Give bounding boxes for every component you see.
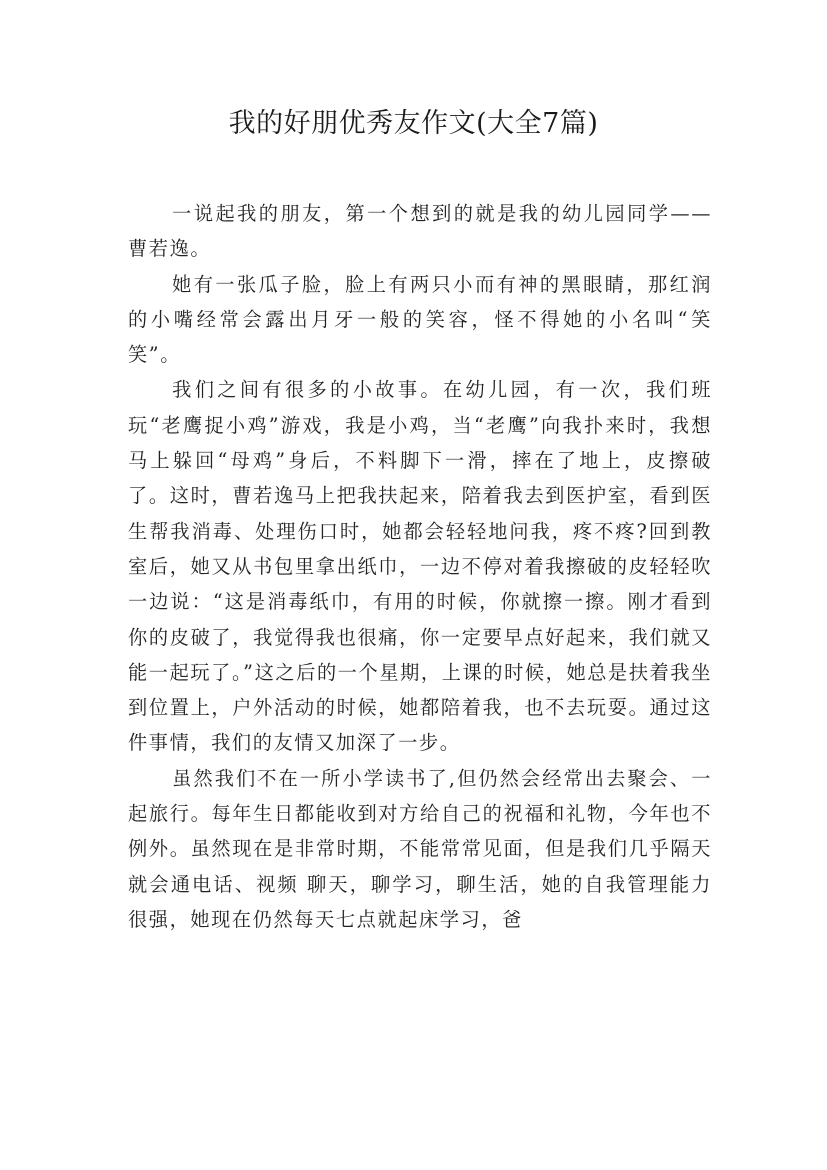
paragraph-3: 我们之间有很多的小故事。在幼儿园，有一次，我们班玩“老鹰捉小鸡”游戏，我是小鸡，当“老鹰”向我扑来时，我想马上躲回“母鸡”身后，不料脚下一滑，摔在了地上，皮擦破了。这时，曹若逸马上把我扶起来，陪着我去到医护室，看到医生帮我消毒、处理伤口时，她都会轻轻地问我，疼不疼?回到教室后，她又从书包里拿出纸巾，一边不停对着我擦破的皮轻轻吹一边说：“这是消毒纸巾，有用的时候，你就擦一擦。刚才看到你的皮破了，我觉得我也很痛，你一定要早点好起来，我们就又能一起玩了。”这之后的一个星期，上课的时候，她总是扶着我坐到位置上，户外活动的时候，她都陪着我，也不去玩耍。通过这件事情，我们的友情又加深了一步。: [128, 378, 712, 755]
document-title: 我的好朋优秀友作文(大全7篇): [228, 108, 599, 139]
paragraph-1: 一说起我的朋友，第一个想到的就是我的幼儿园同学——曹若逸。: [128, 202, 712, 261]
paragraph-4: 虽然我们不在一所小学读书了,但仍然会经常出去聚会、一起旅行。每年生日都能收到对方给自己的祝福和礼物，今年也不例外。虽然现在是非常时期，不能常常见面，但是我们几乎隔天就会通电话、视频 聊天，聊学习，聊生活，她的自我管理能力很强，她现在仍然每天七点就起床学习，爸: [128, 766, 712, 931]
paragraph-2: 她有一张瓜子脸，脸上有两只小而有神的黑眼睛，那红润的小嘴经常会露出月牙一般的笑容，怪不得她的小名叫“笑笑”。: [128, 272, 712, 367]
document-body: [128, 196, 712, 937]
